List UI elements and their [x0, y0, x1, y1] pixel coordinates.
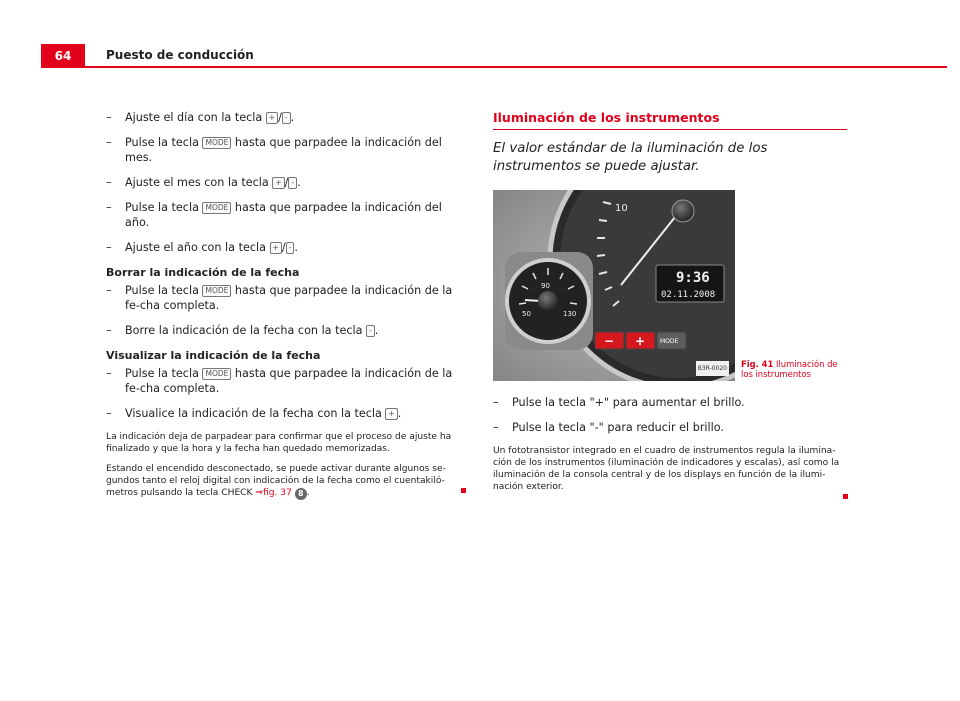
- mode-key: MODE: [202, 285, 231, 297]
- heading-show-date: Visualizar la indicación de la fecha: [106, 349, 321, 362]
- step-delete-mode: – Pulse la tecla MODE hasta que parpadee la indicación de la fe-cha completa.: [106, 284, 453, 312]
- step-mode-month: – Pulse la tecla MODE hasta que parpadee la indicación del mes.: [106, 136, 442, 164]
- section-rule: [493, 129, 847, 130]
- minus-key: -: [286, 242, 295, 254]
- paragraph-phototransistor: Un fototransistor integrado en el cuadro de instrumentos regula la ilumina-ción de los instrumentos (iluminación de indicadores y escalas), así como la iluminación de la consola central y de los displays en función de la ilumi-nación exterior.: [493, 446, 840, 492]
- svg-text:MODE: MODE: [660, 338, 679, 345]
- right-column: [493, 110, 848, 501]
- mode-key: MODE: [202, 368, 231, 380]
- svg-text:−: −: [604, 334, 615, 348]
- mode-key: MODE: [202, 202, 231, 214]
- section-title: Iluminación de los instrumentos: [493, 110, 720, 125]
- svg-text:+: +: [635, 334, 646, 348]
- step-show-mode: – Pulse la tecla MODE hasta que parpadee la indicación de la fe-cha completa.: [106, 367, 453, 395]
- paragraph-blink-confirm: La indicación deja de parpadear para confirmar que el proceso de ajuste ha finalizado y que la hora y la fecha han quedado memorizadas.: [106, 432, 452, 454]
- plus-key: +: [266, 112, 278, 124]
- section-subtitle: El valor estándar de la iluminación de los instrumentos se puede ajustar.: [493, 141, 768, 174]
- heading-delete-date: Borrar la indicación de la fecha: [106, 266, 300, 279]
- left-column: [106, 110, 468, 508]
- gauge-label-130: 130: [563, 310, 577, 318]
- step-delete-minus: – Borre la indicación de la fecha con la tecla - .: [106, 324, 379, 337]
- mode-key: MODE: [202, 137, 231, 149]
- callout-number: 8: [295, 488, 307, 500]
- step-set-day: – Ajuste el día con la tecla + / - .: [106, 111, 295, 124]
- figure-reference-link[interactable]: ⇒fig. 37: [255, 488, 292, 498]
- gauge-label-90: 90: [541, 282, 550, 290]
- step-increase-brightness: – Pulse la tecla "+" para aumentar el brillo.: [493, 396, 745, 409]
- gauge-label-50: 50: [522, 310, 531, 318]
- plus-key: +: [272, 177, 284, 189]
- gauge-hub: [672, 200, 694, 222]
- page-number: 64: [41, 44, 85, 68]
- header-rule: [85, 66, 947, 68]
- minus-key: -: [366, 325, 375, 337]
- section-end-marker: [843, 494, 848, 499]
- paragraph-check-key: Estando el encendido desconectado, se puede activar durante algunos se-gundos tanto el reloj digital con indicación de la fecha como el cuentakiló-metros pulsando la tecla CHECK ⇒fig. 37 8 .: [106, 464, 446, 498]
- clock-time: 9:36: [676, 270, 710, 286]
- figure-caption: Fig. 41 Iluminación de los instrumentos: [741, 359, 838, 379]
- section-end-marker: [461, 488, 466, 493]
- step-mode-year: – Pulse la tecla MODE hasta que parpadee la indicación del año.: [106, 201, 442, 229]
- step-show-plus: – Visualice la indicación de la fecha con la tecla + .: [106, 407, 402, 420]
- instrument-cluster-figure: [493, 190, 735, 381]
- minus-key: -: [282, 112, 291, 124]
- clock-date: 02.11.2008: [661, 290, 716, 300]
- gauge-label-10: 10: [615, 203, 628, 214]
- plus-key: +: [270, 242, 282, 254]
- figure-code: B3R-0020: [696, 361, 729, 376]
- step-set-year: – Ajuste el año con la tecla + / - .: [106, 241, 298, 254]
- page-title: Puesto de conducción: [106, 48, 254, 62]
- plus-key: +: [385, 408, 397, 420]
- step-set-month: – Ajuste el mes con la tecla + / - .: [106, 176, 301, 189]
- minus-key: -: [288, 177, 297, 189]
- step-decrease-brightness: – Pulse la tecla "-" para reducir el brillo.: [493, 421, 724, 434]
